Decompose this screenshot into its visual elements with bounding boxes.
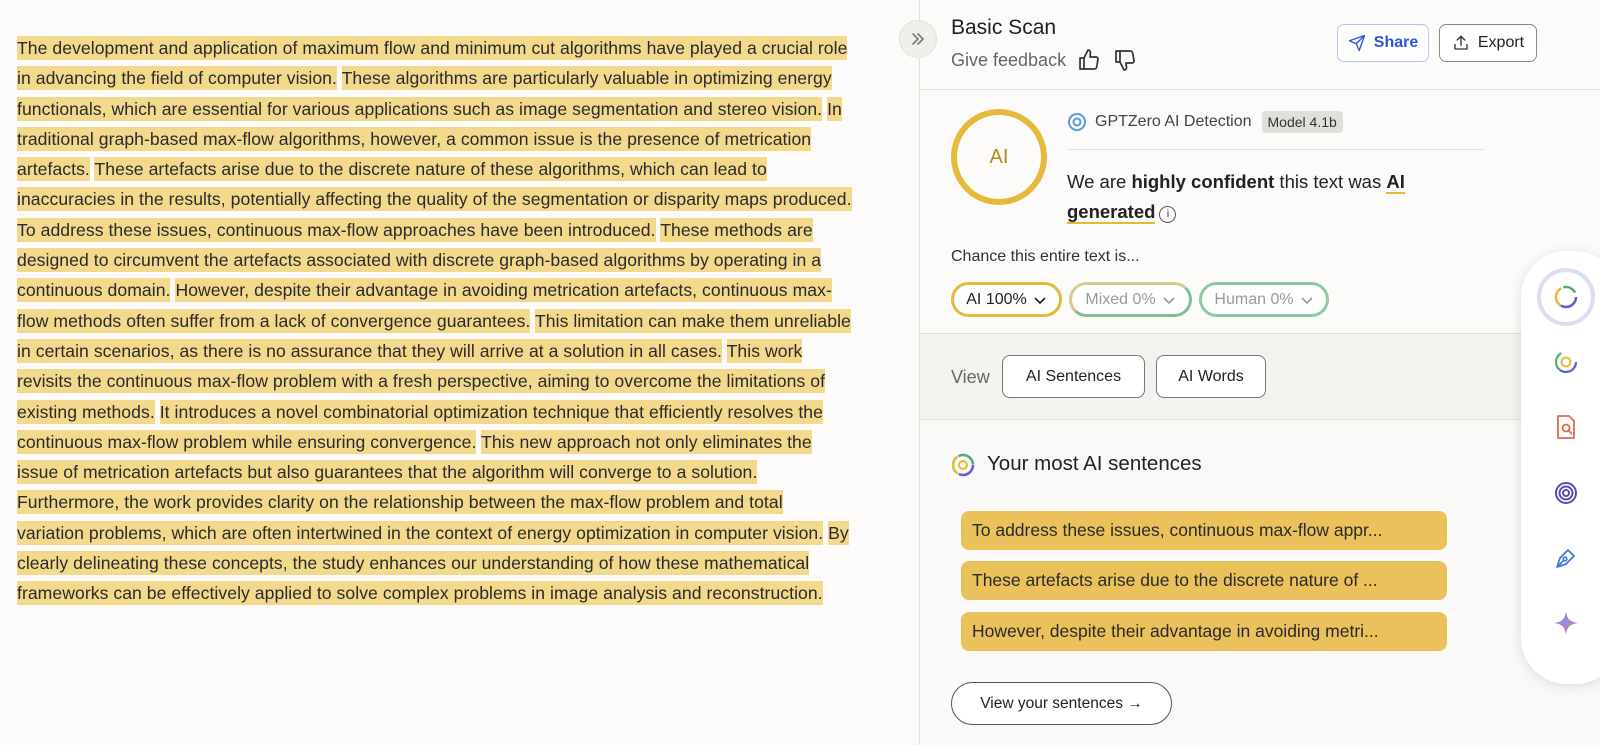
highlighted-sentence[interactable]: This work revisits the continuous max-flow problem with a fresh perspective, aiming to overcome the limitations of existing methods. <box>17 340 826 422</box>
gptzero-icon <box>1553 349 1579 375</box>
highlighted-sentence[interactable]: These artefacts arise due to the discrete nature of these algorithms, which can lead to inaccuracies in the results, potentially affecting the quality of the segmentation or disparity maps produced. <box>17 159 852 210</box>
chip-label: Human 0% <box>1214 290 1294 308</box>
double-chevron-right-icon <box>910 31 926 47</box>
highlighted-sentence[interactable]: This new approach not only eliminates the issue of metrication artefacts but also guarantees that the algorithm will converge to a solution. <box>17 431 812 483</box>
view-toggle-row <box>920 334 1600 420</box>
highlighted-sentence[interactable]: However, despite their advantage in avoiding metrication artefacts, continuous max-flow methods often suffer from a lack of convergence guarantees. <box>17 280 832 331</box>
confidence-statement <box>1067 167 1447 227</box>
export-button[interactable] <box>1439 24 1537 62</box>
most-ai-sentences-title: Your most AI sentences <box>987 452 1202 475</box>
ai-sentence-item[interactable]: These artefacts arise due to the discrete nature of ... <box>961 561 1447 600</box>
chevron-down-icon <box>1162 293 1176 307</box>
model-badge: Model 4.1b <box>1262 111 1343 133</box>
upload-icon <box>1452 34 1470 52</box>
highlighted-sentence[interactable]: These algorithms are particularly valuable in optimizing energy functionals, which are essential for various applications such as image segmentation and stereo vision. <box>17 68 832 119</box>
pen-icon <box>1553 545 1579 571</box>
ai-score-ring: AI <box>951 109 1047 205</box>
highlighted-sentence[interactable]: These methods are designed to circumvent the artefacts associated with discrete graph-based algorithms by operating in a continuous domain. <box>17 219 822 301</box>
mixed-probability-chip[interactable] <box>1069 282 1192 317</box>
confidence-text: this text was <box>1274 171 1387 192</box>
scan-icon <box>1552 283 1580 311</box>
detector-row <box>1067 111 1343 133</box>
rail-source-button[interactable] <box>1539 466 1593 520</box>
highlighted-sentence[interactable]: By clearly delineating these concepts, the study enhances our understanding of how these mathematical frameworks can be effectively applied to solve complex problems in image analysis and reconstruction. <box>17 522 849 604</box>
rail-detector-button[interactable] <box>1539 335 1593 389</box>
highlighted-sentence[interactable]: In traditional graph-based max-flow algorithms, however, a common issue is the presence of metrication artefacts. <box>17 98 842 180</box>
ai-sentences-button[interactable]: AI Sentences <box>1002 355 1145 398</box>
probability-chips <box>951 282 1329 317</box>
gptzero-logo-icon <box>1067 112 1087 132</box>
detector-label: GPTZero AI Detection <box>1095 113 1252 130</box>
send-icon <box>1348 34 1366 52</box>
thumbs-down-icon[interactable] <box>1112 47 1138 73</box>
highlighted-sentence[interactable]: It introduces a novel combinatorial optimization technique that efficiently resolves the continuous max-flow problem while ensuring convergence. <box>17 401 823 452</box>
verdict-link[interactable]: AI generated <box>1067 171 1405 222</box>
results-header <box>920 0 1600 90</box>
confidence-level: highly confident <box>1131 171 1275 192</box>
divider <box>1067 149 1485 150</box>
rail-scan-button[interactable] <box>1537 268 1595 326</box>
view-label: View <box>951 367 990 387</box>
sparkle-icon <box>1552 609 1580 637</box>
ai-sentence-item[interactable]: However, despite their advantage in avoiding metri... <box>961 612 1447 651</box>
highlighted-sentence[interactable]: To address these issues, continuous max-flow approaches have been introduced. <box>17 219 656 240</box>
share-button[interactable] <box>1337 24 1429 62</box>
export-label: Export <box>1477 34 1525 51</box>
thumbs-up-icon[interactable] <box>1076 47 1102 73</box>
collapse-panel-button[interactable] <box>899 20 937 58</box>
feedback-row <box>951 47 1138 73</box>
view-your-sentences-button[interactable]: View your sentences → <box>951 682 1172 725</box>
rail-writing-button[interactable] <box>1539 531 1593 585</box>
chevron-down-icon <box>1033 293 1047 307</box>
ai-probability-chip[interactable] <box>951 282 1062 317</box>
confidence-text: We are <box>1067 171 1132 192</box>
results-panel <box>919 0 1600 745</box>
highlighted-sentence[interactable]: Furthermore, the work provides clarity on the relationship between the max-flow problem and total variation problems, which are often intertwined in the context of energy optimization in computer vision. <box>17 492 824 543</box>
spiral-icon <box>1553 480 1579 506</box>
chip-label: Mixed 0% <box>1085 290 1156 308</box>
document-search-icon <box>1554 414 1578 440</box>
page-title: Basic Scan <box>951 16 1057 39</box>
highlighted-sentence[interactable]: The development and application of maximum flow and minimum cut algorithms have played a crucial role in advancing the field of computer vision. <box>17 38 848 89</box>
tool-rail <box>1521 251 1600 684</box>
share-label: Share <box>1373 34 1419 51</box>
document-text[interactable] <box>17 33 852 609</box>
human-probability-chip[interactable] <box>1199 282 1329 317</box>
ai-sentence-item[interactable]: To address these issues, continuous max-flow appr... <box>961 511 1447 550</box>
ai-words-button[interactable]: AI Words <box>1156 355 1266 398</box>
gptzero-multicolor-icon <box>950 452 976 478</box>
info-icon[interactable]: i <box>1159 206 1176 223</box>
rail-plagiarism-button[interactable] <box>1539 400 1593 454</box>
rail-ai-assist-button[interactable] <box>1539 596 1593 650</box>
chip-label: AI 100% <box>966 290 1027 308</box>
detection-result <box>920 91 1600 334</box>
highlighted-sentence[interactable]: This limitation can make them unreliable in certain scenarios, as there is no assurance that they will arrive at a solution in all cases. <box>17 310 851 361</box>
chance-label: Chance this entire text is... <box>951 248 1140 265</box>
feedback-label: Give feedback <box>951 49 1067 70</box>
chevron-down-icon <box>1300 293 1314 307</box>
